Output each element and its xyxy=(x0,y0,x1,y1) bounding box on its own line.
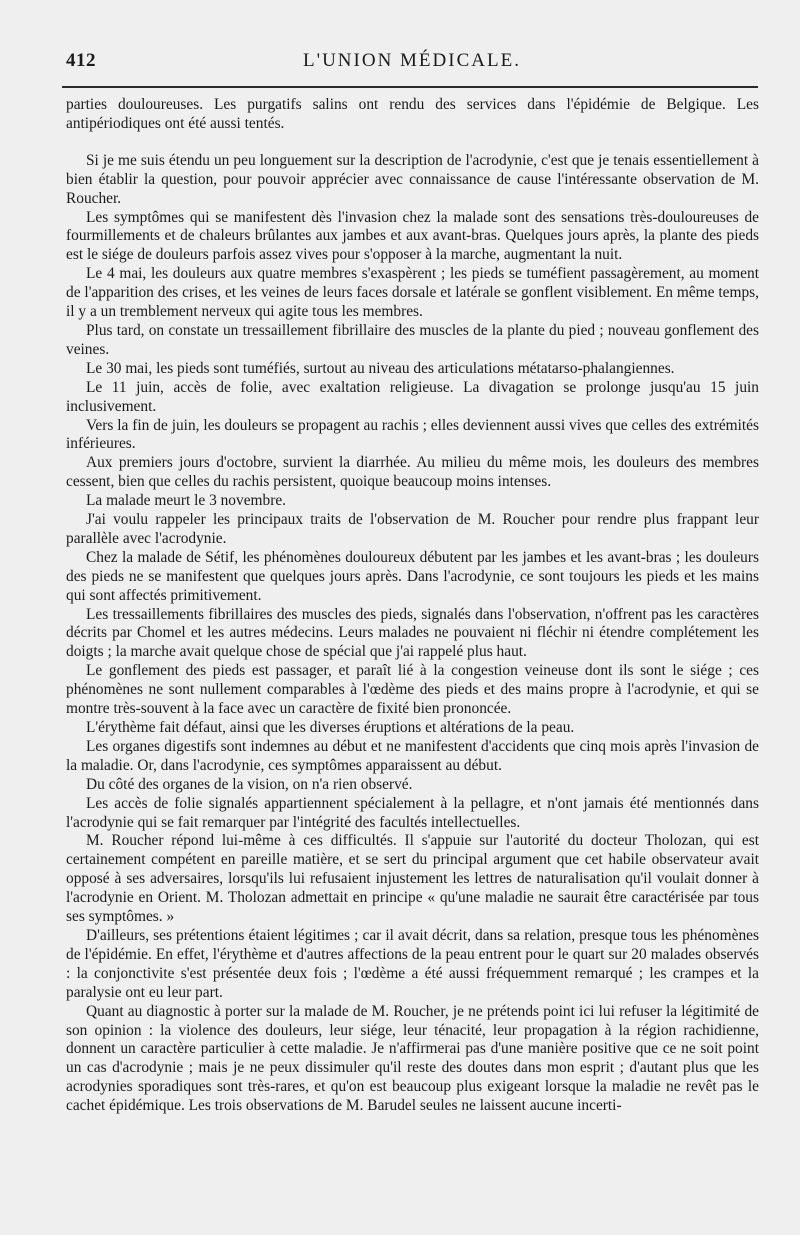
paragraph: Si je me suis étendu un peu longuement sur la description de l'acrodynie, c'est que je tenais essentiellement à bien établir la question, pour pouvoir apprécier avec connaissance de cause l'intéressante observation de M. Roucher. xyxy=(66,151,759,207)
header-rule xyxy=(62,86,758,88)
paragraph: Le 4 mai, les douleurs aux quatre membres s'exaspèrent ; les pieds se tuméfient passagèrement, au moment de l'apparition des crises, et les veines de leurs faces dorsale et latérale se gonflent visiblement. En même temps, il y a un tremblement nerveux qui agite tous les membres. xyxy=(66,265,759,321)
paragraph: M. Roucher répond lui-même à ces difficultés. Il s'appuie sur l'autorité du docteur Tholozan, qui est certainement compétent en pareille matière, et se sert du principal argument que cet habile observateur avait opposé à ses adversaires, lorsqu'ils lui refusaient injustement les lettres de naturalisation qu'il voulait donner à l'acrodynie en Orient. M. Tholozan admettait en principe « qu'une maladie ne saurait être caractérisée par tous ses symptômes. » xyxy=(66,832,759,926)
page-header xyxy=(66,46,758,76)
paragraph: Aux premiers jours d'octobre, survient la diarrhée. Au milieu du même mois, les douleurs des membres cessent, bien que celles du rachis persistent, quoique beaucoup moins intenses. xyxy=(66,454,759,491)
paragraph: Les organes digestifs sont indemnes au début et ne manifestent d'accidents que cinq mois après l'invasion de la maladie. Or, dans l'acrodynie, ces symptômes apparaissent au début. xyxy=(66,737,759,774)
paragraph: La malade meurt le 3 novembre. xyxy=(86,492,286,510)
paragraph: J'ai voulu rappeler les principaux traits de l'observation de M. Roucher pour rendre plus frappant leur parallèle avec l'acrodynie. xyxy=(66,511,759,547)
paragraph: Plus tard, on constate un tressaillement fibrillaire des muscles de la plante du pied ; nouveau gonflement des veines. xyxy=(66,321,759,358)
paragraph: L'érythème fait défaut, ainsi que les diverses éruptions et altérations de la peau. xyxy=(86,719,575,736)
paragraph: Quant au diagnostic à porter sur la malade de M. Roucher, je ne prétends point ici lui refuser la légitimité de son opinion : la violence des douleurs, leur siége, leur ténacité, leur propagation à la région rachidienne, donnent un caractère particulier à cette maladie. Je n'affirmerai pas d'une manière positive que ce ne soit point un cas d'acrodynie ; mais je ne peux dissimuler qu'il reste des doutes dans mon esprit ; d'autant plus que les acrodynies sporadiques sont très-rares, et qu'on est beaucoup plus exigeant lorsque la maladie ne revêt pas le cachet épidémique. Les trois observations de M. Barudel seules ne laissent aucune incerti- xyxy=(66,1002,759,1115)
paragraph: Les accès de folie signalés appartiennent spécialement à la pellagre, et n'ont jamais été mentionnés dans l'acrodynie qui se fait remarquer par l'intégrité des facultés intellectuelles. xyxy=(66,794,759,831)
text-body xyxy=(66,96,759,1116)
paragraph: Le 11 juin, accès de folie, avec exaltation religieuse. La divagation se prolonge jusqu'au 15 juin inclusivement. xyxy=(66,378,759,415)
paragraph: Du côté des organes de la vision, on n'a rien observé. xyxy=(86,775,413,793)
paragraph: parties douloureuses. Les purgatifs salins ont rendu des services dans l'épidémie de Belgique. Les antipériodiques ont été aussi tentés. xyxy=(66,96,759,132)
paragraph: Les tressaillements fibrillaires des muscles des pieds, signalés dans l'observation, n'offrent pas les caractères décrits par Chomel et les autres médecins. Leurs malades ne pouvaient ni fléchir ni étendre complétement les doigts ; la marche avait quelque chose de spécial que j'ai rappelé plus haut. xyxy=(66,605,759,661)
paragraph: Le gonflement des pieds est passager, et paraît lié à la congestion veineuse dont ils sont le siége ; ces phénomènes ne sont nullement comparables à l'œdème des pieds et des mains propre à l'acrodynie, et qui se montre très-souvent à la face avec un caractère de fixité bien prononcée. xyxy=(66,662,759,718)
page-number: 412 xyxy=(66,50,96,71)
paragraph: Les symptômes qui se manifestent dès l'invasion chez la malade sont des sensations très-douloureuses de fourmillements et de chaleurs brûlantes aux jambes et aux avant-bras. Quelques jours après, la plante des pieds est le siége de douleurs parfois assez vives pour s'opposer à la marche, augmentant la nuit. xyxy=(66,208,759,264)
paragraph: Vers la fin de juin, les douleurs se propagent au rachis ; elles deviennent aussi vives que celles des extrémités inférieures. xyxy=(66,416,759,453)
running-title: L'UNION MÉDICALE. xyxy=(303,50,521,71)
paragraph: D'ailleurs, ses prétentions étaient légitimes ; car il avait décrit, dans sa relation, presque tous les phénomènes de l'épidémie. En effet, l'érythème et d'autres affections de la peau entrent pour le quart sur 20 malades observés : la conjonctivite s'est présentée deux fois ; l'œdème a été aussi fréquemment remarqué ; les crampes et la paralysie ont eu leur part. xyxy=(66,926,759,1001)
paragraph: Le 30 mai, les pieds sont tuméfiés, surtout au niveau des articulations métatarso-phalangiennes. xyxy=(86,359,675,377)
paragraph: Chez la malade de Sétif, les phénomènes douloureux débutent par les jambes et les avant-bras ; les douleurs des pieds ne se manifestent que quelques jours après. Dans l'acrodynie, ce sont toujours les pieds et les mains qui sont affectés primitivement. xyxy=(66,548,759,604)
